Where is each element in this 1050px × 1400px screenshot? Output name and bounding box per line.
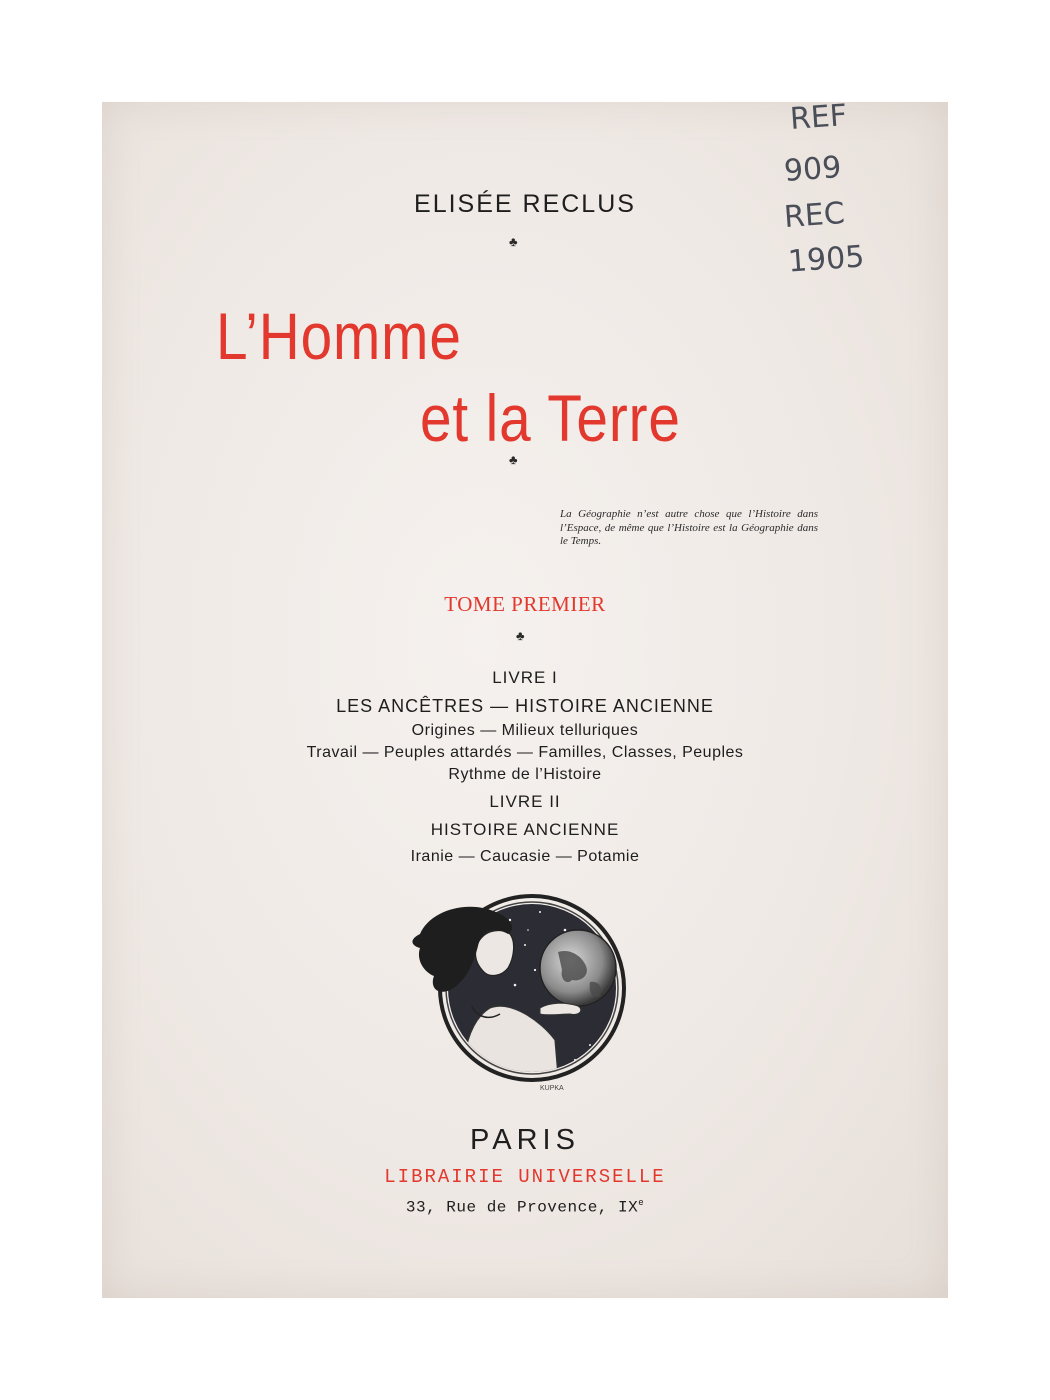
illustration-signature: KUPKA [540,1085,564,1092]
fleuron-ornament-icon: ♣ [509,234,518,249]
call-number-line: REC [782,195,846,236]
author-name: ELISÉE RECLUS [414,190,636,218]
fleuron-ornament-icon: ♣ [509,452,518,467]
livre-1-contents-line: Travail — Peuples attardés — Familles, Classes, Peuples [306,744,744,761]
call-number-line: 909 [782,150,843,189]
imprint-city: PARIS [470,1124,580,1156]
address-superscript: e [638,1198,645,1208]
livre-2-title: HISTOIRE ANCIENNE [430,820,620,839]
livre-1-title: LES ANCÊTRES — HISTOIRE ANCIENNE [336,696,714,716]
livre-1-contents-line: Origines — Milieux telluriques [411,722,639,739]
woman-holding-globe-vignette [390,890,660,1100]
livre-1-contents-line: Rythme de l’Histoire [448,766,602,783]
epigraph: La Géographie n’est autre chose que l’Histoire dans l’Espace, de même que l’Histoire est la Géographie dans le Temps. [560,508,818,547]
livre-2-label: LIVRE II [489,792,561,811]
book-title-line-1: L’Homme [216,299,462,373]
call-number-line: 1905 [786,239,866,280]
volume-label: TOME PREMIER [444,592,606,616]
book-title-line-2: et la Terre [420,381,681,455]
publisher-name: LIBRAIRIE UNIVERSELLE [384,1166,666,1188]
call-number-line: REF [788,98,849,137]
livre-1-label: LIVRE I [492,668,558,687]
fleuron-ornament-icon: ♣ [516,628,525,643]
title-page [102,98,948,1298]
publisher-address [102,1198,948,1216]
publisher-address-text: 33, Rue de Provence, IX [405,1198,639,1217]
livre-2-contents-line: Iranie — Caucasie — Potamie [410,848,640,865]
